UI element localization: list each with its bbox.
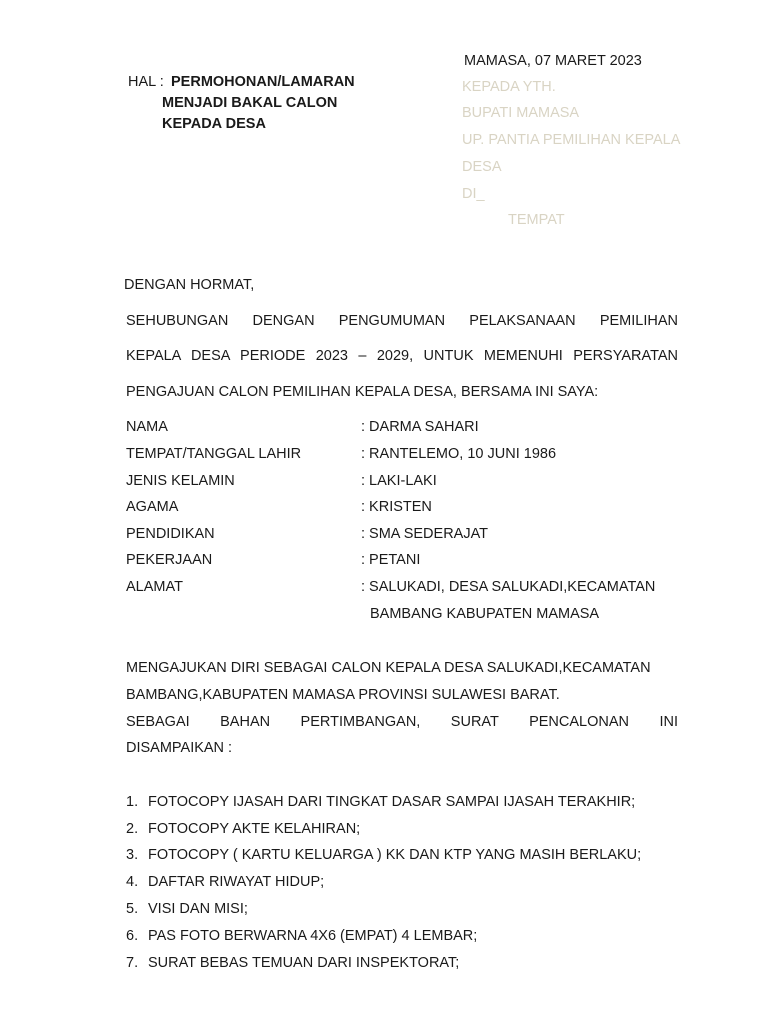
recipient-line-1: KEPADA YTH. [462,79,556,95]
intro-line-2: KEPALA DESA PERIODE 2023 – 2029, UNTUK MEMENUHI PERSYARATAN [126,348,678,364]
list-text: DAFTAR RIWAYAT HIDUP; [148,874,325,890]
field-value: : RANTELEMO, 10 JUNI 1986 [361,446,557,462]
address-continuation: BAMBANG KABUPATEN MAMASA [370,606,600,622]
list-number: 6. [126,928,139,944]
letter-date: MAMASA, 07 MARET 2023 [464,53,642,69]
recipient-line-5: DI_ [462,186,485,202]
field-label: JENIS KELAMIN [126,473,235,489]
list-item [126,901,248,917]
list-item [126,874,324,890]
field-value: : SALUKADI, DESA SALUKADI,KECAMATAN [361,579,656,595]
field-row-education [126,526,686,546]
list-text: SURAT BEBAS TEMUAN DARI INSPEKTORAT; [148,955,460,971]
list-text: FOTOCOPY AKTE KELAHIRAN; [148,821,361,837]
field-label: ALAMAT [126,579,183,595]
list-number: 5. [126,901,139,917]
field-value: : SMA SEDERAJAT [361,526,489,542]
list-item [126,821,360,837]
list-number: 2. [126,821,139,837]
recipient-line-2: BUPATI MAMASA [462,105,580,121]
field-row-birth [126,446,686,466]
list-text: FOTOCOPY IJASAH DARI TINGKAT DASAR SAMPAI IJASAH TERAKHIR; [148,794,636,810]
list-text: VISI DAN MISI; [148,901,248,917]
field-row-occupation [126,552,686,572]
field-value: : KRISTEN [361,499,432,515]
list-item [126,928,477,944]
recipient-line-6: TEMPAT [508,212,565,228]
field-label: PENDIDIKAN [126,526,215,542]
field-row-religion [126,499,686,519]
list-text: FOTOCOPY ( KARTU KELUARGA ) KK DAN KTP YANG MASIH BERLAKU; [148,847,642,863]
intro-line-1: SEHUBUNGAN DENGAN PENGUMUMAN PELAKSANAAN PEMILIHAN [126,313,678,329]
list-item [126,847,641,863]
subject-label: HAL : [128,74,164,90]
list-number: 1. [126,794,139,810]
greeting: DENGAN HORMAT, [124,277,255,293]
subject-line-3: KEPADA DESA [162,116,266,132]
field-label: NAMA [126,419,168,435]
list-text: PAS FOTO BERWARNA 4X6 (EMPAT) 4 LEMBAR; [148,928,478,944]
list-item [126,794,635,810]
body-line-3: SEBAGAI BAHAN PERTIMBANGAN, SURAT PENCALONAN INI [126,714,678,730]
recipient-line-4: DESA [462,159,502,175]
list-item [126,955,459,971]
field-label: PEKERJAAN [126,552,213,568]
recipient-line-3: UP. PANTIA PEMILIHAN KEPALA [462,132,681,148]
field-value: : PETANI [361,552,421,568]
subject-line-2: MENJADI BAKAL CALON [162,95,338,111]
field-row-name [126,419,686,439]
field-label: AGAMA [126,499,179,515]
field-value: : DARMA SAHARI [361,419,479,435]
body-line-2: BAMBANG,KABUPATEN MAMASA PROVINSI SULAWESI BARAT. [126,687,560,703]
field-row-gender [126,473,686,493]
field-row-address [126,579,686,599]
list-number: 7. [126,955,139,971]
subject-line-1: PERMOHONAN/LAMARAN [171,74,355,90]
body-line-4: DISAMPAIKAN : [126,740,233,756]
body-line-1: MENGAJUKAN DIRI SEBAGAI CALON KEPALA DESA SALUKADI,KECAMATAN [126,660,651,676]
field-value: : LAKI-LAKI [361,473,437,489]
list-number: 3. [126,847,139,863]
list-number: 4. [126,874,139,890]
intro-line-3: PENGAJUAN CALON PEMILIHAN KEPALA DESA, BERSAMA INI SAYA: [126,384,599,400]
field-label: TEMPAT/TANGGAL LAHIR [126,446,302,462]
